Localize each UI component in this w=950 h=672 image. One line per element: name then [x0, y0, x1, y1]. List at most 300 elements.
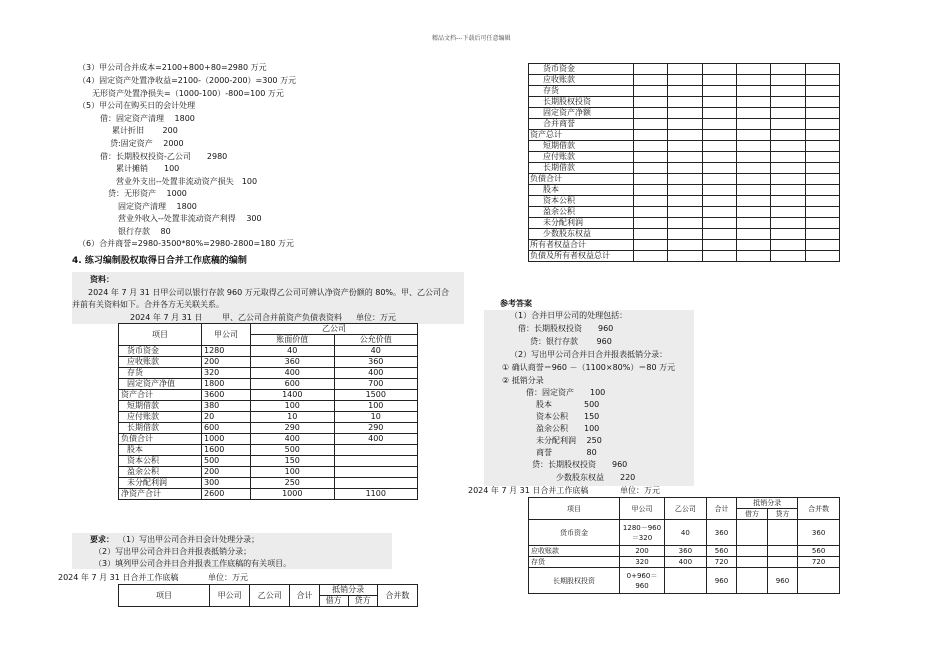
table-row — [529, 251, 840, 262]
row-label: 盈余公积 — [119, 467, 202, 478]
cell — [702, 185, 736, 196]
text-line: （4）固定资产处置净收益=2100-（2000-200）=300 万元 — [78, 76, 297, 85]
answer-line: 未分配利润 250 — [536, 436, 602, 445]
cell — [805, 218, 839, 229]
cell — [736, 163, 770, 174]
cell — [634, 240, 668, 251]
worksheet-table-left — [118, 584, 418, 607]
cell — [805, 130, 839, 141]
answer-line: 资本公积 150 — [536, 412, 600, 421]
cell — [702, 207, 736, 218]
cell: 600 — [202, 423, 251, 434]
cell: 1600 — [202, 445, 251, 456]
cell — [334, 445, 418, 456]
cell: 700 — [334, 379, 418, 390]
cell — [702, 119, 736, 130]
answer-line: ② 抵销分录 — [502, 376, 544, 385]
cell — [771, 240, 805, 251]
table-row — [119, 412, 418, 423]
cell — [634, 218, 668, 229]
cell: 100 — [251, 467, 335, 478]
row-label: 负债及所有者权益总计 — [529, 251, 634, 262]
cell — [668, 218, 702, 229]
cell — [805, 251, 839, 262]
cell — [771, 130, 805, 141]
text-line: 贷:固定资产 2000 — [110, 139, 184, 148]
header-cell: 账面价值 — [251, 335, 335, 346]
text-line: 累计摊销 100 — [116, 164, 180, 173]
cell — [668, 240, 702, 251]
cell — [805, 229, 839, 240]
text-line: 营业外支出--处置非流动资产损失 100 — [116, 177, 258, 186]
table-row — [529, 207, 840, 218]
cell — [736, 229, 770, 240]
row-label: 未分配利润 — [119, 478, 202, 489]
answer-line: 商誉 80 — [536, 448, 597, 457]
table-row — [529, 64, 840, 75]
cell: 100 — [334, 401, 418, 412]
cell: 600 — [251, 379, 335, 390]
cell — [737, 546, 768, 557]
worksheet-table-right — [528, 63, 840, 262]
cell: 360 — [334, 357, 418, 368]
table-row — [119, 467, 418, 478]
cell — [668, 141, 702, 152]
row-label: 固定资产净值 — [119, 379, 202, 390]
cell: 500 — [251, 445, 335, 456]
cell — [736, 141, 770, 152]
row-label: 货币资金 — [529, 520, 620, 546]
cell — [771, 196, 805, 207]
cell — [634, 64, 668, 75]
cell — [736, 174, 770, 185]
cell — [702, 97, 736, 108]
cell — [771, 229, 805, 240]
row-label: 应付账款 — [119, 412, 202, 423]
material-text: 并前有关资料如下。合并各方无关联关系。 — [72, 300, 224, 309]
text-line: 借：固定资产清理 1800 — [100, 114, 195, 123]
header-cell: 合计 — [290, 585, 319, 607]
cell — [805, 240, 839, 251]
table-row — [119, 423, 418, 434]
cell: 200 — [202, 467, 251, 478]
cell — [665, 568, 707, 594]
cell: 200 — [202, 357, 251, 368]
table-row — [529, 141, 840, 152]
row-label: 负债合计 — [529, 174, 634, 185]
header-cell: 抵销分录 — [319, 585, 377, 596]
row-label: 存货 — [529, 557, 620, 568]
cell — [668, 119, 702, 130]
table-row — [529, 130, 840, 141]
row-label: 盈余公积 — [529, 207, 634, 218]
cell: 380 — [202, 401, 251, 412]
requirement-item: （2）写出甲公司合并日合并报表抵销分录； — [94, 547, 252, 556]
cell — [771, 86, 805, 97]
row-label: 长期股权投资 — [529, 97, 634, 108]
row-label: 股本 — [119, 445, 202, 456]
cell — [634, 207, 668, 218]
table-row — [529, 163, 840, 174]
table-row — [529, 240, 840, 251]
header-cell: 项目 — [119, 324, 202, 346]
row-label: 资本公积 — [529, 196, 634, 207]
table-row — [119, 368, 418, 379]
cell — [767, 520, 798, 546]
header-cell: 借方 — [319, 596, 348, 607]
table-row — [529, 86, 840, 97]
cell — [767, 557, 798, 568]
cell — [771, 97, 805, 108]
cell: 1800 — [202, 379, 251, 390]
cell — [736, 108, 770, 119]
page-header: 精品文档---下载后可任意编辑 — [432, 35, 511, 42]
cell — [736, 86, 770, 97]
cell — [668, 185, 702, 196]
answer-line: 少数股东权益 220 — [556, 473, 636, 482]
table-row — [529, 546, 840, 557]
cell: 40 — [334, 346, 418, 357]
cell: 10 — [251, 412, 335, 423]
cell: 720 — [798, 557, 840, 568]
header-cell: 甲公司 — [210, 585, 250, 607]
header-cell: 乙公司 — [665, 498, 707, 520]
material-label: 资料： — [90, 275, 114, 284]
cell — [334, 467, 418, 478]
table-row — [529, 229, 840, 240]
cell: 150 — [251, 456, 335, 467]
row-label: 资本公积 — [119, 456, 202, 467]
text-line: 累计折旧 200 — [112, 126, 178, 135]
cell — [736, 185, 770, 196]
cell: 560 — [798, 546, 840, 557]
cell — [736, 207, 770, 218]
cell — [634, 130, 668, 141]
cell — [805, 196, 839, 207]
cell — [702, 251, 736, 262]
cell — [702, 229, 736, 240]
row-label: 合并商誉 — [529, 119, 634, 130]
text-line: 银行存款 80 — [118, 227, 171, 236]
table-row — [119, 346, 418, 357]
answer-title: 参考答案 — [500, 299, 532, 308]
cell: 960 — [706, 568, 737, 594]
cell — [634, 97, 668, 108]
text-line: （5）甲公司在购买日的会计处理 — [78, 101, 196, 110]
cell: 290 — [334, 423, 418, 434]
row-label: 固定资产净额 — [529, 108, 634, 119]
cell — [634, 185, 668, 196]
cell — [771, 251, 805, 262]
row-label: 短期借款 — [529, 141, 634, 152]
row-label: 未分配利润 — [529, 218, 634, 229]
cell — [634, 152, 668, 163]
text-line: 借：长期股权投资-乙公司 2980 — [100, 152, 228, 161]
cell: 400 — [334, 434, 418, 445]
cell — [668, 152, 702, 163]
cell — [805, 86, 839, 97]
row-label: 股本 — [529, 185, 634, 196]
table-row — [119, 401, 418, 412]
cell — [736, 196, 770, 207]
worksheet-caption: 2024 年 7 月 31 日合并工作底稿 — [58, 573, 179, 582]
cell — [805, 119, 839, 130]
worksheet-unit: 单位：万元 — [208, 573, 248, 582]
header-cell: 贷方 — [767, 509, 798, 520]
answer-line: 借：固定资产 100 — [526, 388, 606, 397]
cell — [736, 251, 770, 262]
cell — [702, 152, 736, 163]
table-row — [529, 75, 840, 86]
table-row — [529, 196, 840, 207]
row-label: 资产总计 — [529, 130, 634, 141]
cell — [736, 152, 770, 163]
cell — [668, 251, 702, 262]
row-label: 长期借款 — [529, 163, 634, 174]
cell — [702, 86, 736, 97]
table-row — [119, 489, 418, 500]
cell — [634, 163, 668, 174]
table-caption-unit: 单位：万元 — [356, 313, 396, 322]
cell — [634, 174, 668, 185]
cell: 250 — [251, 478, 335, 489]
worksheet-unit: 单位：万元 — [620, 486, 660, 495]
cell — [771, 174, 805, 185]
answer-line: 贷：长期股权投资 960 — [532, 460, 628, 469]
cell: 40 — [665, 520, 707, 546]
requirement-item: （3）填列甲公司合并日合并报表工作底稿的有关项目。 — [94, 559, 292, 568]
cell — [736, 64, 770, 75]
cell — [634, 251, 668, 262]
cell: 1100 — [334, 489, 418, 500]
answer-line: （2）写出甲公司合并日合并报表抵销分录： — [510, 350, 668, 359]
cell — [702, 141, 736, 152]
table-row — [529, 97, 840, 108]
answer-line: 借：长期股权投资 960 — [518, 324, 614, 333]
answer-line: （1）合并日甲公司的处理包括： — [510, 311, 628, 320]
requirement-item: （1）写出甲公司合并日会计处理分录； — [118, 535, 260, 544]
row-label: 资产合计 — [119, 390, 202, 401]
cell: 960 — [767, 568, 798, 594]
cell: 400 — [251, 368, 335, 379]
cell — [771, 185, 805, 196]
cell — [736, 119, 770, 130]
header-cell: 公允价值 — [334, 335, 418, 346]
cell: 360 — [798, 520, 840, 546]
cell — [805, 174, 839, 185]
cell: 400 — [251, 434, 335, 445]
cell — [805, 185, 839, 196]
cell: 1000 — [202, 434, 251, 445]
cell: 500 — [202, 456, 251, 467]
cell: 10 — [334, 412, 418, 423]
answer-line: 股本 500 — [536, 400, 600, 409]
cell — [737, 520, 768, 546]
cell — [771, 64, 805, 75]
cell — [771, 152, 805, 163]
table-row — [529, 108, 840, 119]
header-cell: 项目 — [119, 585, 210, 607]
row-label: 货币资金 — [119, 346, 202, 357]
cell — [634, 141, 668, 152]
cell: 3600 — [202, 390, 251, 401]
section-title: 4. 练习编制股权取得日合并工作底稿的编制 — [72, 256, 247, 266]
cell: 200 — [620, 546, 665, 557]
cell: 0+960＝960 — [620, 568, 665, 594]
cell: 360 — [251, 357, 335, 368]
header-cell: 甲公司 — [620, 498, 665, 520]
cell: 300 — [202, 478, 251, 489]
cell: 320 — [202, 368, 251, 379]
cell — [771, 141, 805, 152]
cell — [771, 218, 805, 229]
cell — [771, 108, 805, 119]
table-row — [529, 185, 840, 196]
table-row — [529, 520, 840, 546]
cell: 720 — [706, 557, 737, 568]
cell — [668, 229, 702, 240]
row-label: 应收账款 — [119, 357, 202, 368]
requirements-label: 要求： — [90, 535, 114, 544]
cell: 100 — [251, 401, 335, 412]
cell — [668, 97, 702, 108]
table-row — [119, 434, 418, 445]
cell — [668, 64, 702, 75]
cell — [771, 163, 805, 174]
cell — [798, 568, 840, 594]
cell: 20 — [202, 412, 251, 423]
cell: 1500 — [334, 390, 418, 401]
cell — [668, 163, 702, 174]
cell — [668, 75, 702, 86]
text-line: 无形资产处置净损失=（1000-100）-800=100 万元 — [92, 89, 284, 98]
row-label: 应付账款 — [529, 152, 634, 163]
header-cell: 抵销分录 — [737, 498, 798, 509]
cell — [702, 218, 736, 229]
cell — [805, 108, 839, 119]
table-row — [119, 478, 418, 489]
cell — [334, 456, 418, 467]
table-row — [529, 218, 840, 229]
table-row — [529, 152, 840, 163]
cell: 1280－960＝320 — [620, 520, 665, 546]
cell — [805, 152, 839, 163]
cell — [767, 546, 798, 557]
cell — [737, 557, 768, 568]
cell — [702, 75, 736, 86]
worksheet-table-answer — [528, 497, 840, 594]
cell — [634, 119, 668, 130]
cell — [736, 97, 770, 108]
header-cell: 合并数 — [377, 585, 417, 607]
header-cell: 合并数 — [798, 498, 840, 520]
cell: 320 — [620, 557, 665, 568]
table-row — [529, 119, 840, 130]
row-label: 存货 — [529, 86, 634, 97]
row-label: 少数股东权益 — [529, 229, 634, 240]
text-line: 营业外收入--处置非流动资产利得 300 — [118, 214, 262, 223]
cell: 290 — [251, 423, 335, 434]
cell: 400 — [665, 557, 707, 568]
table-row — [119, 390, 418, 401]
text-line: 贷：无形资产 1000 — [108, 189, 187, 198]
cell — [702, 174, 736, 185]
header-cell: 乙公司 — [250, 585, 290, 607]
cell — [702, 240, 736, 251]
row-label: 负债合计 — [119, 434, 202, 445]
header-cell: 借方 — [737, 509, 768, 520]
balance-sheet-table — [118, 323, 418, 500]
table-row — [529, 568, 840, 594]
cell — [634, 86, 668, 97]
cell: 1280 — [202, 346, 251, 357]
row-label: 净资产合计 — [119, 489, 202, 500]
header-cell: 乙公司 — [251, 324, 418, 335]
cell — [771, 207, 805, 218]
row-label: 长期股权投资 — [529, 568, 620, 594]
cell — [668, 86, 702, 97]
cell — [702, 196, 736, 207]
header-cell: 项目 — [529, 498, 620, 520]
cell: 400 — [334, 368, 418, 379]
cell: 560 — [706, 546, 737, 557]
cell: 1400 — [251, 390, 335, 401]
cell — [771, 119, 805, 130]
row-label: 应收账款 — [529, 75, 634, 86]
cell — [634, 196, 668, 207]
header-cell: 甲公司 — [202, 324, 251, 346]
text-line: （3）甲公司合并成本=2100+800+80=2980 万元 — [78, 63, 267, 72]
table-caption-date: 2024 年 7 月 31 日 — [130, 313, 203, 322]
cell — [805, 75, 839, 86]
row-label: 应收账款 — [529, 546, 620, 557]
cell — [702, 108, 736, 119]
worksheet-caption: 2024 年 7 月 31 日合并工作底稿 — [468, 486, 589, 495]
cell — [805, 97, 839, 108]
cell — [668, 174, 702, 185]
answer-line: ① 确认商誉＝960 －（1100×80%）＝80 万元 — [502, 363, 676, 372]
cell — [736, 218, 770, 229]
cell: 2600 — [202, 489, 251, 500]
cell — [634, 229, 668, 240]
text-line: （6）合并商誉=2980-3500*80%=2980-2800=180 万元 — [78, 239, 295, 248]
answer-line: 盈余公积 100 — [536, 424, 600, 433]
header-cell: 贷方 — [348, 596, 377, 607]
table-row — [529, 174, 840, 185]
table-row — [119, 456, 418, 467]
cell — [771, 75, 805, 86]
text-line: 固定资产清理 1800 — [118, 202, 197, 211]
table-row — [529, 557, 840, 568]
cell — [736, 240, 770, 251]
table-caption-title: 甲、乙公司合并前资产负债表资料 — [222, 313, 342, 322]
cell — [634, 75, 668, 86]
cell — [736, 75, 770, 86]
cell — [702, 130, 736, 141]
row-label: 货币资金 — [529, 64, 634, 75]
table-row — [119, 445, 418, 456]
material-text: 2024 年 7 月 31 日甲公司以银行存款 960 万元取得乙公司可辨认净资产份额的 80%。甲、乙公司合 — [88, 288, 450, 297]
table-row — [119, 357, 418, 368]
cell — [702, 163, 736, 174]
cell: 360 — [706, 520, 737, 546]
cell — [334, 478, 418, 489]
cell: 360 — [665, 546, 707, 557]
answer-line: 贷：银行存款 960 — [530, 337, 612, 346]
cell — [634, 108, 668, 119]
cell — [668, 130, 702, 141]
cell — [805, 141, 839, 152]
